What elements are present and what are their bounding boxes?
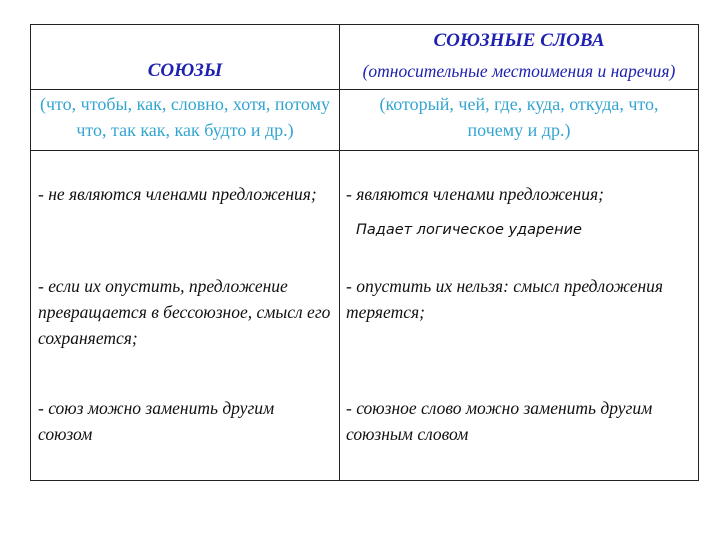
conjunctive-words-heading: СОЮЗНЫЕ СЛОВА	[433, 30, 605, 51]
header-divider	[31, 89, 698, 90]
conjunctive-words-point-2: - опустить их нельзя: смысл предложения теряется;	[346, 276, 664, 322]
conjunctions-point-3: - союз можно заменить другим союзом	[38, 398, 275, 444]
examples-divider	[31, 150, 698, 151]
column-divider	[339, 25, 340, 480]
conjunctions-heading: СОЮЗЫ	[147, 60, 223, 81]
logical-stress-note: Падает логическое ударение	[356, 222, 582, 238]
conjunctions-point-1: - не являются членами предложения;	[38, 184, 317, 204]
conjunctive-words-point-3: - союзное слово можно заменить другим союзным словом	[346, 398, 653, 444]
conjunctions-point-2: - если их опустить, предложение превращается в бессоюзное, смысл его сохраняется;	[38, 276, 331, 348]
conjunctive-words-examples: (который, чей, где, куда, откуда, что, почему и др.)	[379, 94, 659, 140]
conjunctive-words-subheading: (относительные местоимения и наречия)	[362, 61, 676, 81]
conjunctions-examples: (что, чтобы, как, словно, хотя, потому что, так как, как будто и др.)	[40, 94, 330, 140]
comparison-table	[30, 24, 699, 481]
conjunctive-words-point-1: - являются членами предложения;	[346, 184, 604, 204]
